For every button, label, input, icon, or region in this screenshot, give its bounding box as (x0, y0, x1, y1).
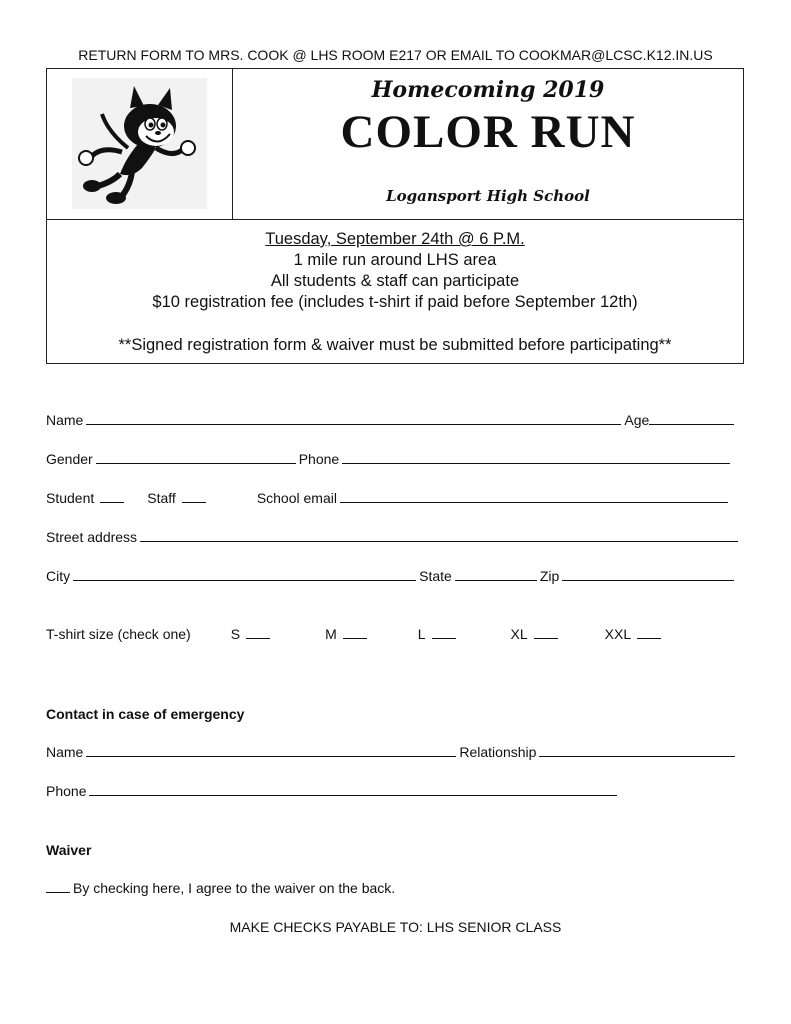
name-age-row (46, 412, 737, 428)
registration-fee: $10 registration fee (includes t-shirt if paid before September 12th) (152, 293, 638, 311)
waiver-checkbox[interactable] (46, 891, 70, 893)
phone-label: Phone (298, 451, 340, 467)
size-l-label: L (417, 626, 426, 642)
payment-instructions: MAKE CHECKS PAYABLE TO: LHS SENIOR CLASS (229, 919, 562, 935)
size-m-label: M (325, 626, 337, 642)
page-title: COLOR RUN (340, 106, 636, 158)
waiver-heading: Waiver (46, 842, 92, 858)
size-xxl-checkbox[interactable] (637, 637, 661, 639)
emergency-phone-field[interactable] (89, 794, 617, 796)
school-email-field[interactable] (340, 501, 728, 503)
event-eligibility: All students & staff can participate (270, 272, 520, 290)
state-field[interactable] (455, 579, 537, 581)
title-cell (233, 69, 743, 219)
tshirt-row (46, 626, 664, 642)
waiver-row (46, 880, 395, 896)
size-s-label: S (230, 626, 241, 642)
size-s-checkbox[interactable] (246, 637, 270, 639)
waiver-notice: **Signed registration form & waiver must be submitted before participating** (118, 336, 672, 354)
event-info-box (46, 220, 744, 364)
emergency-name-row (46, 744, 738, 760)
zip-field[interactable] (562, 579, 734, 581)
emergency-name-field[interactable] (86, 755, 456, 757)
gender-label: Gender (46, 451, 93, 467)
emergency-heading: Contact in case of emergency (46, 706, 245, 722)
phone-field[interactable] (342, 462, 730, 464)
size-l-checkbox[interactable] (432, 637, 456, 639)
city-field[interactable] (73, 579, 416, 581)
school-name: Logansport High School (386, 187, 590, 205)
tshirt-label: T-shirt size (check one) (46, 626, 191, 642)
city-label: City (46, 568, 71, 584)
emergency-phone-row (46, 783, 620, 799)
gender-field[interactable] (96, 462, 296, 464)
street-label: Street address (46, 529, 138, 545)
emergency-name-label: Name (46, 744, 84, 760)
size-xl-checkbox[interactable] (534, 637, 558, 639)
street-row (46, 529, 741, 545)
size-m-checkbox[interactable] (343, 637, 367, 639)
student-label: Student (46, 490, 95, 506)
staff-checkbox[interactable] (182, 501, 206, 503)
relationship-field[interactable] (539, 755, 735, 757)
age-label: Age (624, 412, 650, 428)
school-email-label: School email (256, 490, 337, 506)
name-field[interactable] (86, 423, 621, 425)
zip-label: Zip (539, 568, 560, 584)
cartoon-cat-mascot-icon (72, 78, 207, 209)
city-state-zip-row (46, 568, 737, 584)
size-xxl-label: XXL (604, 626, 632, 642)
student-checkbox[interactable] (100, 501, 124, 503)
size-xl-label: XL (510, 626, 528, 642)
age-field[interactable] (649, 423, 734, 425)
student-staff-email-row (46, 490, 731, 506)
emergency-phone-label: Phone (46, 783, 87, 799)
state-label: State (419, 568, 452, 584)
event-name: Homecoming 2019 (371, 77, 605, 103)
waiver-text: By checking here, I agree to the waiver on the back. (73, 880, 396, 896)
street-field[interactable] (140, 540, 738, 542)
header-box (46, 68, 744, 220)
name-label: Name (46, 412, 84, 428)
logo-cell (47, 69, 233, 219)
staff-label: Staff (147, 490, 176, 506)
event-date: Tuesday, September 24th @ 6 P.M. (265, 230, 525, 248)
return-instructions: RETURN FORM TO MRS. COOK @ LHS ROOM E217 OR EMAIL TO COOKMAR@LCSC.K12.IN.US (78, 47, 713, 63)
relationship-label: Relationship (459, 744, 537, 760)
event-distance: 1 mile run around LHS area (293, 251, 497, 269)
gender-phone-row (46, 451, 733, 467)
